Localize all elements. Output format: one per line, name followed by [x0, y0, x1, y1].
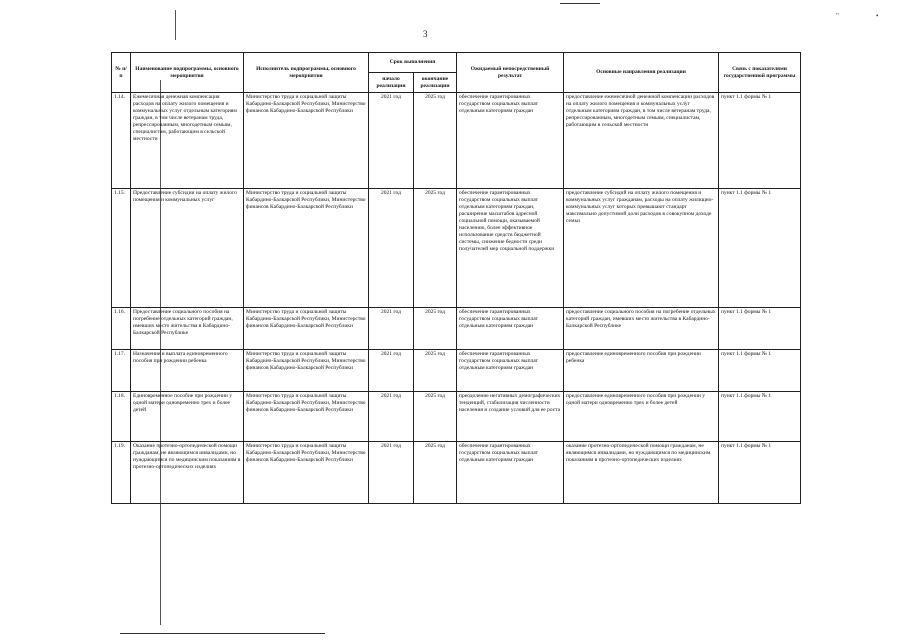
header-end: окончание реализации — [414, 73, 457, 93]
table-row — [112, 189, 801, 308]
header-executor: Исполнитель подпрограммы, основного мероприятия — [244, 53, 369, 93]
cell-name: Единовременное пособие при рождении у одной матери одновременно трех и более детей — [131, 392, 244, 442]
cell-directions: предоставление субсидий на оплату жилого помещения и коммунальных услуг гражданам, расходы на оплату жилищно-коммунальных услуг которых превышают стандарт максимально допустимой доли расходов в совокупном доходе семьи — [564, 189, 719, 308]
cell-directions: предоставление социального пособия на погребение отдельных категорий граждан, имевших место жительства в Кабардино-Балкарской Республике — [564, 308, 719, 350]
cell-link: пункт 1.1 формы № 1 — [719, 350, 801, 392]
cell-name: Предоставление субсидии на оплату жилого помещения и коммунальных услуг — [131, 189, 244, 308]
cell-end: 2025 год — [414, 442, 457, 504]
cell-link: пункт 1.1 формы № 1 — [719, 93, 801, 189]
cell-link: пункт 1.1 формы № 1 — [719, 189, 801, 308]
cell-result: обеспечение гарантированных государством социальных выплат отдельным категориям граждан — [457, 442, 564, 504]
cell-result: обеспечение гарантированных государством социальных выплат отдельным категориям граждан, расширение масштабов адресной социальной помощи, оказываемой населению, более эффективное использование средств бюджетной системы, снижение бедности среди получателей мер социальной поддержки — [457, 189, 564, 308]
cell-start: 2021 год — [369, 93, 414, 189]
cell-start: 2021 год — [369, 392, 414, 442]
cell-name: Предоставление социального пособия на погребение отдельных категорий граждан, имевших место жительства в Кабардино-Балкарской Республике — [131, 308, 244, 350]
table-row — [112, 308, 801, 350]
header-name: Наименование подпрограммы, основного мероприятия — [131, 53, 244, 93]
cell-executor: Министерство труда и социальной защиты Кабардино-Балкарской Республики, Министерство финансов Кабардино-Балкарской Республики — [244, 392, 369, 442]
cell-executor: Министерство труда и социальной защиты Кабардино-Балкарской Республики, Министерство финансов Кабардино-Балкарской Республики — [244, 189, 369, 308]
cell-executor: Министерство труда и социальной защиты Кабардино-Балкарской Республики, Министерство финансов Кабардино-Балкарской Республики — [244, 350, 369, 392]
cell-executor: Министерство труда и социальной защиты Кабардино-Балкарской Республики, Министерство финансов Кабардино-Балкарской Республики — [244, 93, 369, 189]
cell-end: 2025 год — [414, 93, 457, 189]
cell-directions: предоставление ежемесячной денежной компенсации расходов на оплату жилого помещения и коммунальных услуг отдельным категориям граждан, в том числе ветеранам труда, репрессированным, многодетным семьям, специалистам, работающим в сельской местности — [564, 93, 719, 189]
cell-num: 1.17. — [112, 350, 131, 392]
cell-start: 2021 год — [369, 189, 414, 308]
cell-start: 2021 год — [369, 350, 414, 392]
cell-name: Назначение и выплата единовременного пособия при рождении ребенка — [131, 350, 244, 392]
cell-name: Оказание протезно-ортопедической помощи гражданам, не являющимся инвалидами, но нуждающимся по медицинским показаниям в протезно-ортопедических изделиях — [131, 442, 244, 504]
scan-line — [120, 633, 325, 634]
cell-num: 1.16. — [112, 308, 131, 350]
scan-line — [560, 3, 600, 4]
cell-directions: оказание протезно-ортопедической помощи гражданам, не являющимся инвалидами, но нуждающимся по медицинским показаниям в протезно-ортопедических изделиях — [564, 442, 719, 504]
cell-end: 2025 год — [414, 308, 457, 350]
header-link: Связь с показателями государственной программы — [719, 53, 801, 93]
cell-directions: предоставление единовременного пособия при рождении ребенка — [564, 350, 719, 392]
cell-end: 2025 год — [414, 189, 457, 308]
corner-mark: " — [836, 12, 839, 20]
cell-result: обеспечение гарантированных государством социальных выплат отдельным категориям граждан — [457, 350, 564, 392]
table-row — [112, 350, 801, 392]
header-directions: Основные направления реализации — [564, 53, 719, 93]
cell-executor: Министерство труда и социальной защиты Кабардино-Балкарской Республики, Министерство финансов Кабардино-Балкарской Республики — [244, 442, 369, 504]
cell-num: 1.19. — [112, 442, 131, 504]
cell-end: 2025 год — [414, 392, 457, 442]
cell-link: пункт 1.1 формы № 1 — [719, 308, 801, 350]
cell-link: пункт 1.1 формы № 1 — [719, 442, 801, 504]
measures-table — [111, 52, 801, 504]
cell-num: 1.14. — [112, 93, 131, 189]
cell-name: Ежемесячная денежная компенсация расходов на оплату жилого помещения и коммунальных услуг отдельным категориям граждан, в том числе ветеранам труда, репрессированным, многодетным семьям, специалистам, работающим в сельской местности — [131, 93, 244, 189]
table-row — [112, 392, 801, 442]
cell-directions: предоставление единовременного пособия при рождении у одной матери одновременно трех и более детей — [564, 392, 719, 442]
cell-result: обеспечение гарантированных государством социальных выплат отдельным категориям граждан — [457, 308, 564, 350]
page-number: 3 — [423, 29, 428, 39]
header-start: начало реализации — [369, 73, 414, 93]
corner-mark: • — [876, 12, 879, 20]
cell-result: обеспечение гарантированных государством социальных выплат отдельным категориям граждан — [457, 93, 564, 189]
header-result: Ожидаемый непосредственный результат — [457, 53, 564, 93]
cell-num: 1.18. — [112, 392, 131, 442]
cell-num: 1.15. — [112, 189, 131, 308]
header-num: № п/п — [112, 53, 131, 93]
table-row — [112, 93, 801, 189]
cell-result: преодоление негативных демографических тенденций, стабилизация численности населения и создание условий для ее роста — [457, 392, 564, 442]
cell-executor: Министерство труда и социальной защиты Кабардино-Балкарской Республики, Министерство финансов Кабардино-Балкарской Республики — [244, 308, 369, 350]
table-row — [112, 442, 801, 504]
cell-start: 2021 год — [369, 442, 414, 504]
cell-start: 2021 год — [369, 308, 414, 350]
cell-end: 2025 год — [414, 350, 457, 392]
scan-line — [175, 10, 176, 40]
header-term: Срок выполнения — [369, 53, 457, 73]
cell-link: пункт 1.1 формы № 1 — [719, 392, 801, 442]
